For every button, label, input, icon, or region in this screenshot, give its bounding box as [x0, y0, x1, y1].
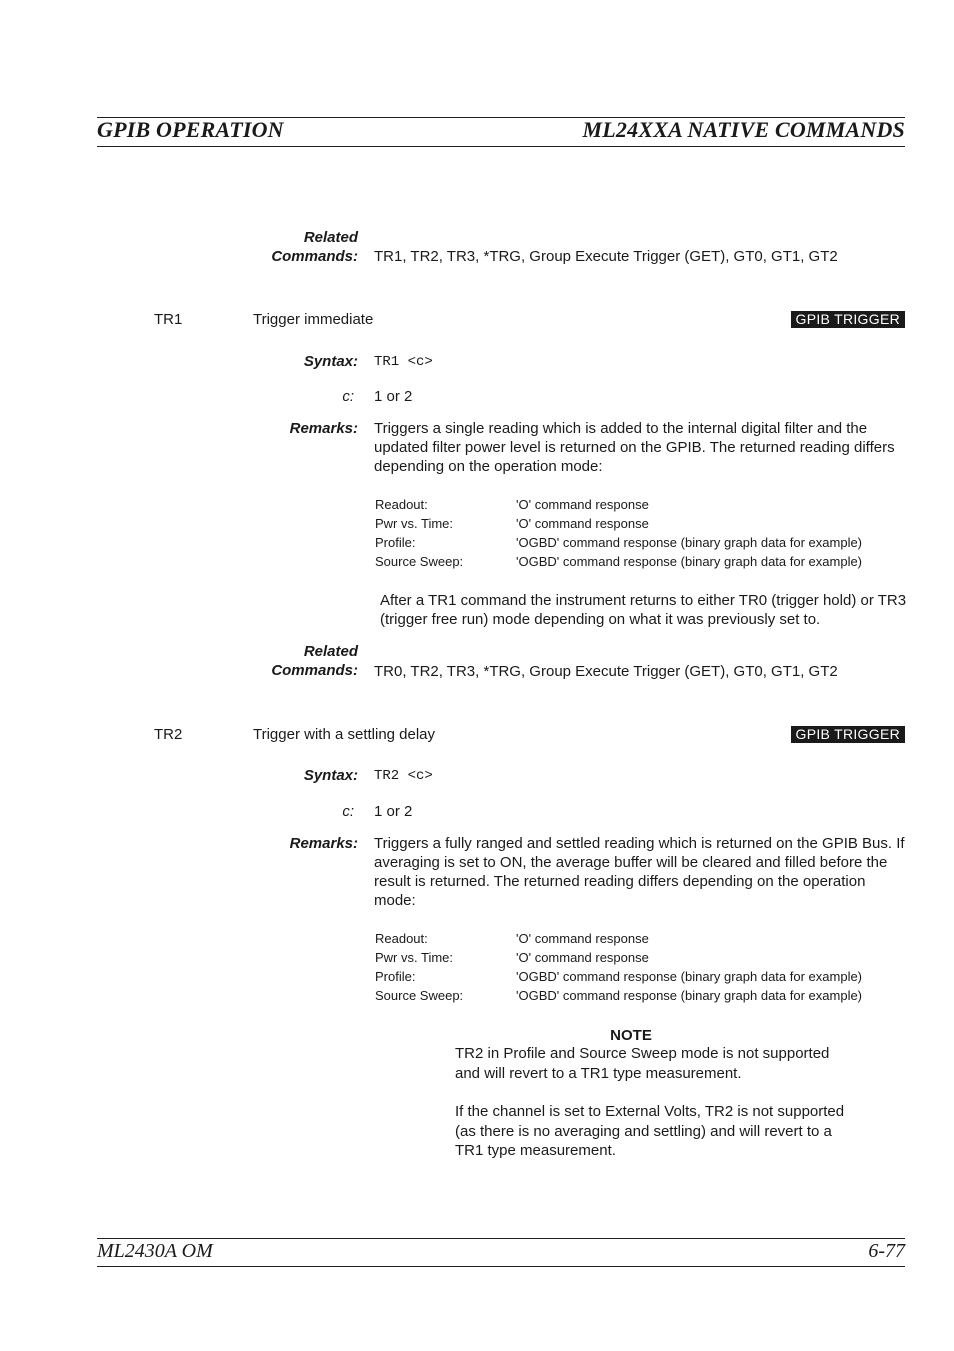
- tr1-syntax: TR1 <c>: [374, 354, 433, 370]
- footer-bottom-rule: [97, 1266, 905, 1267]
- table-row: Profile: 'OGBD' command response (binary graph data for example): [375, 969, 863, 984]
- footer-top-rule: [97, 1238, 905, 1239]
- tr2-remarks-label: Remarks:: [289, 835, 358, 852]
- tr1-after-text: After a TR1 command the instrument returns to either TR0 (trigger hold) or TR3 (trigger free run) mode depending on what it was previously set to.: [380, 592, 907, 628]
- header-left-title: GPIB OPERATION: [97, 117, 284, 142]
- tr1-related-value: TR0, TR2, TR3, *TRG, Group Execute Trigger (GET), GT0, GT1, GT2: [374, 663, 838, 680]
- table-row: Readout: 'O' command response: [375, 931, 649, 946]
- table-row: Pwr vs. Time: 'O' command response: [375, 516, 649, 531]
- tr1-remarks: Triggers a single reading which is added to the internal digital filter and the updated filter power level is returned on the GPIB. The returned reading differs depending on the operation mode:: [374, 420, 895, 475]
- tr2-c-value: 1 or 2: [374, 803, 413, 820]
- tr2-c-label: c:: [342, 803, 354, 820]
- tr1-c-label: c:: [342, 388, 354, 405]
- tr1-mode-table: [375, 495, 862, 571]
- footer-page-number: 6-77: [868, 1240, 905, 1262]
- tr1-related-label: Related Commands:: [271, 643, 358, 679]
- top-related-value: TR1, TR2, TR3, *TRG, Group Execute Trigger (GET), GT0, GT1, GT2: [374, 248, 838, 265]
- footer-manual-name: ML2430A OM: [97, 1240, 213, 1262]
- tr1-syntax-label: Syntax:: [303, 353, 358, 370]
- tr2-gpib-trigger-tag: GPIB TRIGGER: [791, 726, 905, 743]
- table-row: Profile: 'OGBD' command response (binary graph data for example): [375, 535, 863, 550]
- top-related-label: Related Commands:: [271, 229, 358, 265]
- tr2-syntax: TR2 <c>: [374, 768, 433, 784]
- tr2-remarks: Triggers a fully ranged and settled reading which is returned on the GPIB Bus. If averaging is set to ON, the average buffer will be cleared and filled before the result is returned. The returned reading differs depending on the operation mode:: [374, 835, 905, 909]
- tr2-description: Trigger with a settling delay: [253, 726, 436, 743]
- table-row: Source Sweep: 'OGBD' command response (binary graph data for example): [375, 988, 863, 1003]
- tr2-mode-table: [375, 929, 862, 1005]
- tr1-remarks-label: Remarks:: [289, 420, 358, 437]
- table-row: Source Sweep: 'OGBD' command response (binary graph data for example): [375, 554, 863, 569]
- tr1-c-value: 1 or 2: [374, 388, 413, 405]
- table-row: Pwr vs. Time: 'O' command response: [375, 950, 649, 965]
- tr1-description: Trigger immediate: [253, 311, 374, 328]
- tr2-note-paragraph-1: TR2 in Profile and Source Sweep mode is not supported and will revert to a TR1 type measurement.: [455, 1045, 830, 1082]
- tr2-note-paragraph-2: If the channel is set to External Volts, TR2 is not supported (as there is no averaging and settling) and will revert to a TR1 type measurement.: [455, 1103, 845, 1159]
- tr2-command: TR2: [154, 726, 183, 743]
- tr2-note-title: NOTE: [610, 1027, 652, 1044]
- tr1-command: TR1: [154, 311, 183, 328]
- table-row: Readout: 'O' command response: [375, 497, 649, 512]
- tr1-gpib-trigger-tag: GPIB TRIGGER: [791, 311, 905, 328]
- header-bottom-rule: [97, 146, 905, 147]
- header-right-title: ML24XXA NATIVE COMMANDS: [582, 117, 905, 142]
- tr2-syntax-label: Syntax:: [303, 767, 358, 784]
